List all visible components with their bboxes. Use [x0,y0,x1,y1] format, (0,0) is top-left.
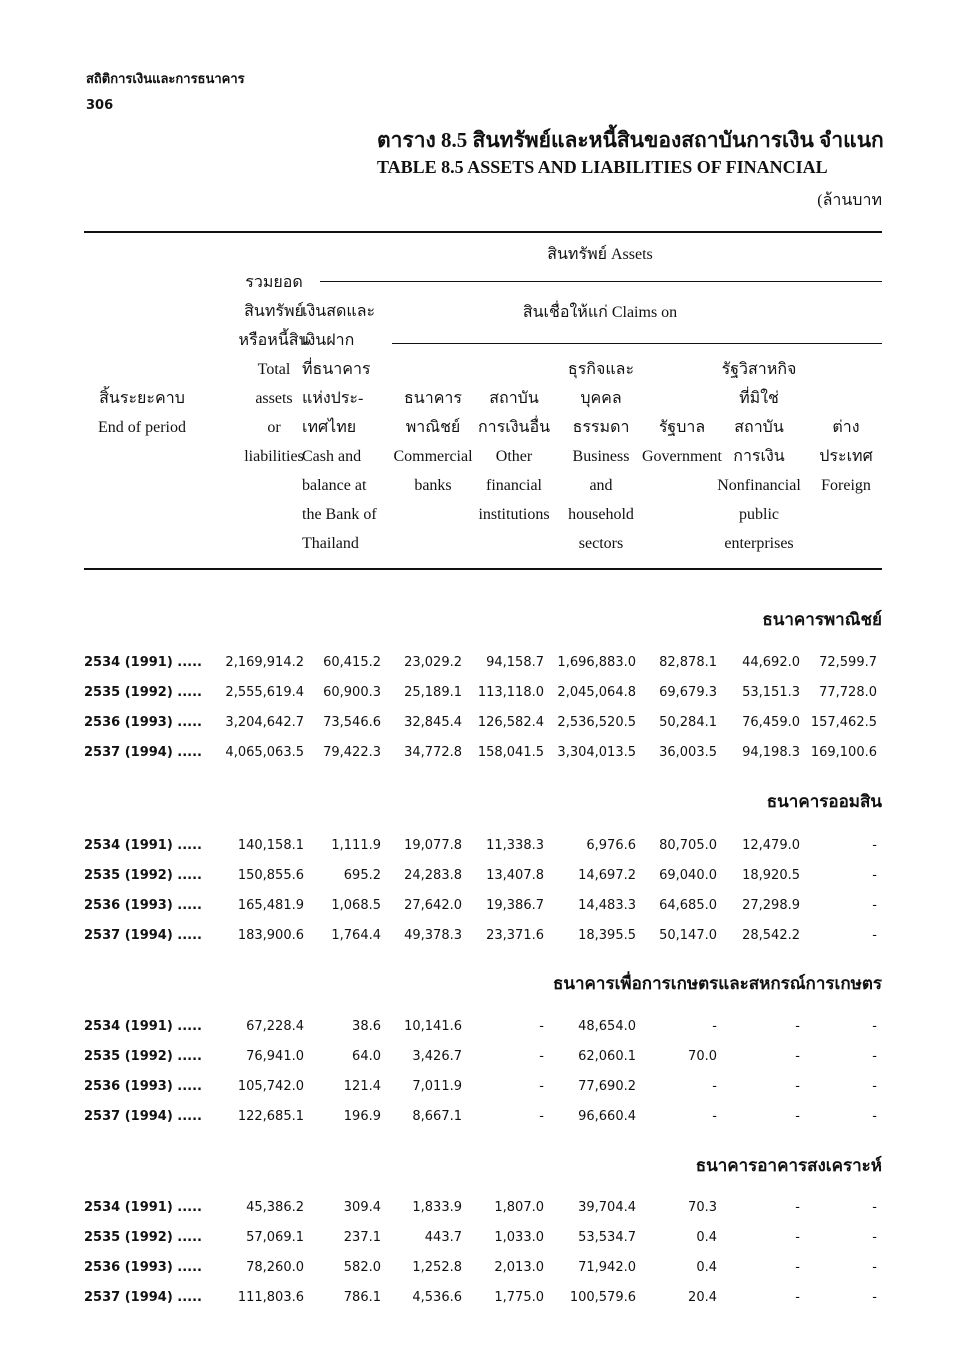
other-financial-value: 13,407.8 [486,868,544,883]
nonfinancial-value: 18,920.5 [742,868,800,883]
other-financial-value: - [539,1049,544,1064]
government-value: 50,284.1 [659,715,717,730]
nonfinancial-value: - [795,1290,800,1305]
government-value: 70.3 [688,1200,717,1215]
cash-header-line: Cash and [302,448,362,465]
business-header-line: sectors [578,535,624,552]
cash-header-line: the Bank of [302,506,377,523]
government-header-line: รัฐบาล [658,419,706,436]
period-cell: 2536 (1993) ..... [84,715,202,730]
business-value: 2,536,520.5 [557,715,636,730]
foreign-value: - [872,838,877,853]
commercial-value: 1,252.8 [412,1260,462,1275]
nonfinancial-value: 27,298.9 [742,898,800,913]
total-value: 150,855.6 [237,868,304,883]
business-value: 71,942.0 [578,1260,636,1275]
commercial-value: 3,426.7 [412,1049,462,1064]
total-value: 2,555,619.4 [225,685,304,700]
nonfinancial-header-line: รัฐวิสาหกิจ [721,361,797,378]
government-value: 0.4 [696,1260,717,1275]
claims-group-header: สินเชื่อให้แก่ Claims on [522,304,678,321]
business-header-line: household [568,506,634,523]
nonfinancial-value: - [795,1079,800,1094]
page-number: 306 [86,98,114,113]
business-value: 53,534.7 [578,1230,636,1245]
total-value: 76,941.0 [246,1049,304,1064]
cash-value: 60,900.3 [323,685,381,700]
nonfinancial-value: 12,479.0 [742,838,800,853]
foreign-value: - [872,1079,877,1094]
cash-header-line: เงินฝาก [302,332,355,349]
table-row [0,685,966,709]
table-row [0,1260,966,1284]
business-value: 18,395.5 [578,928,636,943]
business-header-line: Business [572,448,630,465]
total-value: 3,204,642.7 [225,715,304,730]
foreign-value: - [872,1290,877,1305]
period-cell: 2536 (1993) ..... [84,1260,202,1275]
other-financial-value: 2,013.0 [494,1260,544,1275]
business-value: 1,696,883.0 [557,655,636,670]
nonfinancial-header-line: public [739,506,779,523]
cash-value: 79,422.3 [323,745,381,760]
nonfinancial-header-line: Nonfinancial [717,477,801,494]
foreign-value: - [872,1260,877,1275]
section-label: ธนาคารเพื่อการเกษตรและสหกรณ์การเกษตร [552,974,882,993]
government-value: 0.4 [696,1230,717,1245]
total-header-line: or [267,419,281,436]
running-head: สถิติการเงินและการธนาคาร [86,72,245,87]
table-row [0,1109,966,1133]
other-financial-value: 1,033.0 [494,1230,544,1245]
government-value: 69,679.3 [659,685,717,700]
government-value: 20.4 [688,1290,717,1305]
table-row [0,1019,966,1043]
commercial-header-line: ธนาคาร [404,390,462,407]
period-cell: 2537 (1994) ..... [84,1109,202,1124]
table-row [0,928,966,952]
table-row [0,1230,966,1254]
total-header-line: หรือหนี้สิน [238,332,310,349]
cash-header-line: แห่งประ- [302,390,364,407]
nonfinancial-value: - [795,1200,800,1215]
nonfinancial-value: 44,692.0 [742,655,800,670]
period-cell: 2534 (1991) ..... [84,1019,202,1034]
total-header-line: liabilities [244,448,304,465]
commercial-value: 7,011.9 [412,1079,462,1094]
period-cell: 2537 (1994) ..... [84,928,202,943]
commercial-value: 19,077.8 [404,838,462,853]
foreign-value: - [872,928,877,943]
other-header-line: financial [486,477,542,494]
government-value: - [712,1109,717,1124]
business-header-line: บุคคล [580,390,622,407]
unit-label: (ล้านบาท [817,192,882,209]
commercial-value: 32,845.4 [404,715,462,730]
business-header-line: and [589,477,613,494]
government-value: 80,705.0 [659,838,717,853]
period-cell: 2535 (1992) ..... [84,1230,202,1245]
table-row [0,745,966,769]
table-row [0,898,966,922]
other-financial-value: 94,158.7 [486,655,544,670]
table-row [0,838,966,862]
nonfinancial-header-line: enterprises [724,535,794,552]
total-value: 57,069.1 [246,1230,304,1245]
cash-value: 121.4 [343,1079,381,1094]
other-financial-value: 158,041.5 [477,745,544,760]
table-row [0,1049,966,1073]
nonfinancial-value: - [795,1019,800,1034]
period-cell: 2535 (1992) ..... [84,868,202,883]
nonfinancial-header-line: สถาบัน [734,419,784,436]
table-row [0,715,966,739]
cash-value: 695.2 [343,868,381,883]
period-cell: 2534 (1991) ..... [84,838,202,853]
nonfinancial-value: - [795,1049,800,1064]
government-value: 64,685.0 [659,898,717,913]
period-cell: 2534 (1991) ..... [84,655,202,670]
commercial-value: 4,536.6 [412,1290,462,1305]
other-financial-value: 11,338.3 [486,838,544,853]
nonfinancial-value: - [795,1109,800,1124]
table-row [0,1079,966,1103]
government-value: 82,878.1 [659,655,717,670]
total-value: 140,158.1 [237,838,304,853]
section-label: ธนาคารอาคารสงเคราะห์ [695,1156,882,1175]
foreign-value: - [872,1019,877,1034]
section-label: ธนาคารพาณิชย์ [762,610,882,629]
foreign-value: 157,462.5 [810,715,877,730]
period-header-line: สิ้นระยะคาบ [99,390,185,407]
cash-value: 64.0 [352,1049,381,1064]
nonfinancial-value: 53,151.3 [742,685,800,700]
cash-value: 1,068.5 [331,898,381,913]
foreign-header-line: ต่าง [832,419,860,436]
government-value: 69,040.0 [659,868,717,883]
total-header-line: Total [257,361,291,378]
cash-header-line: ที่ธนาคาร [302,361,371,378]
government-value: 70.0 [688,1049,717,1064]
table-title-thai: ตาราง 8.5 สินทรัพย์และหนี้สินของสถาบันการเงิน จำแนก [377,128,884,152]
other-financial-value: 126,582.4 [477,715,544,730]
total-value: 105,742.0 [237,1079,304,1094]
cash-header-line: Thailand [302,535,359,552]
government-value: 36,003.5 [659,745,717,760]
cash-header-line: เทศไทย [302,419,357,436]
foreign-value: - [872,898,877,913]
commercial-value: 443.7 [424,1230,462,1245]
period-cell: 2537 (1994) ..... [84,745,202,760]
cash-value: 582.0 [343,1260,381,1275]
foreign-value: 77,728.0 [819,685,877,700]
government-value: - [712,1019,717,1034]
other-financial-value: 1,807.0 [494,1200,544,1215]
commercial-value: 24,283.8 [404,868,462,883]
assets-group-header: สินทรัพย์ Assets [547,246,653,263]
commercial-value: 1,833.9 [412,1200,462,1215]
period-cell: 2534 (1991) ..... [84,1200,202,1215]
cash-value: 73,546.6 [323,715,381,730]
business-value: 6,976.6 [586,838,636,853]
foreign-value: 169,100.6 [810,745,877,760]
cash-value: 1,111.9 [331,838,381,853]
total-value: 183,900.6 [237,928,304,943]
table-row [0,868,966,892]
section-label: ธนาคารออมสิน [766,792,882,811]
business-value: 96,660.4 [578,1109,636,1124]
period-cell: 2537 (1994) ..... [84,1290,202,1305]
cash-header-line: balance at [302,477,367,494]
commercial-value: 23,029.2 [404,655,462,670]
period-cell: 2536 (1993) ..... [84,898,202,913]
foreign-value: - [872,1200,877,1215]
total-value: 2,169,914.2 [225,655,304,670]
business-value: 14,483.3 [578,898,636,913]
other-financial-value: 19,386.7 [486,898,544,913]
total-value: 111,803.6 [237,1290,304,1305]
nonfinancial-value: - [795,1230,800,1245]
business-value: 100,579.6 [569,1290,636,1305]
nonfinancial-value: - [795,1260,800,1275]
foreign-header-line: ประเทศ [819,448,873,465]
foreign-value: - [872,1049,877,1064]
government-value: 50,147.0 [659,928,717,943]
nonfinancial-value: 94,198.3 [742,745,800,760]
total-value: 78,260.0 [246,1260,304,1275]
other-financial-value: - [539,1019,544,1034]
commercial-value: 27,642.0 [404,898,462,913]
business-value: 77,690.2 [578,1079,636,1094]
cash-value: 237.1 [343,1230,381,1245]
nonfinancial-value: 76,459.0 [742,715,800,730]
other-header-line: Other [495,448,533,465]
commercial-value: 34,772.8 [404,745,462,760]
other-financial-value: 113,118.0 [477,685,544,700]
government-value: - [712,1079,717,1094]
commercial-value: 49,378.3 [404,928,462,943]
commercial-value: 8,667.1 [412,1109,462,1124]
business-value: 62,060.1 [578,1049,636,1064]
cash-header-line: เงินสดและ [302,303,376,320]
foreign-value: 72,599.7 [819,655,877,670]
commercial-header-line: banks [414,477,452,494]
nonfinancial-header-line: การเงิน [733,448,785,465]
total-value: 45,386.2 [246,1200,304,1215]
foreign-header-line: Foreign [821,477,871,494]
total-header-line: assets [255,390,293,407]
nonfinancial-value: 28,542.2 [742,928,800,943]
other-header-line: การเงินอื่น [477,419,551,436]
other-header-line: institutions [478,506,550,523]
cash-value: 1,764.4 [331,928,381,943]
foreign-value: - [872,1109,877,1124]
business-value: 14,697.2 [578,868,636,883]
other-financial-value: - [539,1109,544,1124]
cash-value: 60,415.2 [323,655,381,670]
total-header-line: รวมยอด [245,274,303,291]
cash-value: 786.1 [343,1290,381,1305]
period-cell: 2535 (1992) ..... [84,1049,202,1064]
business-value: 39,704.4 [578,1200,636,1215]
period-cell: 2536 (1993) ..... [84,1079,202,1094]
other-financial-value: - [539,1079,544,1094]
table-row [0,655,966,679]
other-financial-value: 23,371.6 [486,928,544,943]
commercial-value: 10,141.6 [404,1019,462,1034]
total-value: 4,065,063.5 [225,745,304,760]
commercial-header-line: Commercial [393,448,473,465]
commercial-header-line: พาณิชย์ [405,419,461,436]
nonfinancial-header-line: ที่มิใช่ [739,390,779,407]
foreign-value: - [872,1230,877,1245]
other-financial-value: 1,775.0 [494,1290,544,1305]
commercial-value: 25,189.1 [404,685,462,700]
total-header-line: สินทรัพย์ [244,303,304,320]
period-header-line: End of period [98,419,186,436]
table-row [0,1200,966,1224]
business-value: 3,304,013.5 [557,745,636,760]
cash-value: 38.6 [352,1019,381,1034]
total-value: 67,228.4 [246,1019,304,1034]
business-header-line: ธรรมดา [572,419,630,436]
business-value: 48,654.0 [578,1019,636,1034]
other-header-line: สถาบัน [489,390,539,407]
total-value: 122,685.1 [237,1109,304,1124]
cash-value: 196.9 [343,1109,381,1124]
table-row [0,1290,966,1314]
table-title-english: TABLE 8.5 ASSETS AND LIABILITIES OF FINANCIAL [377,157,828,177]
government-header-line: Government [642,448,722,465]
business-header-line: ธุรกิจและ [567,361,635,378]
period-cell: 2535 (1992) ..... [84,685,202,700]
business-value: 2,045,064.8 [557,685,636,700]
foreign-value: - [872,868,877,883]
total-value: 165,481.9 [237,898,304,913]
cash-value: 309.4 [343,1200,381,1215]
